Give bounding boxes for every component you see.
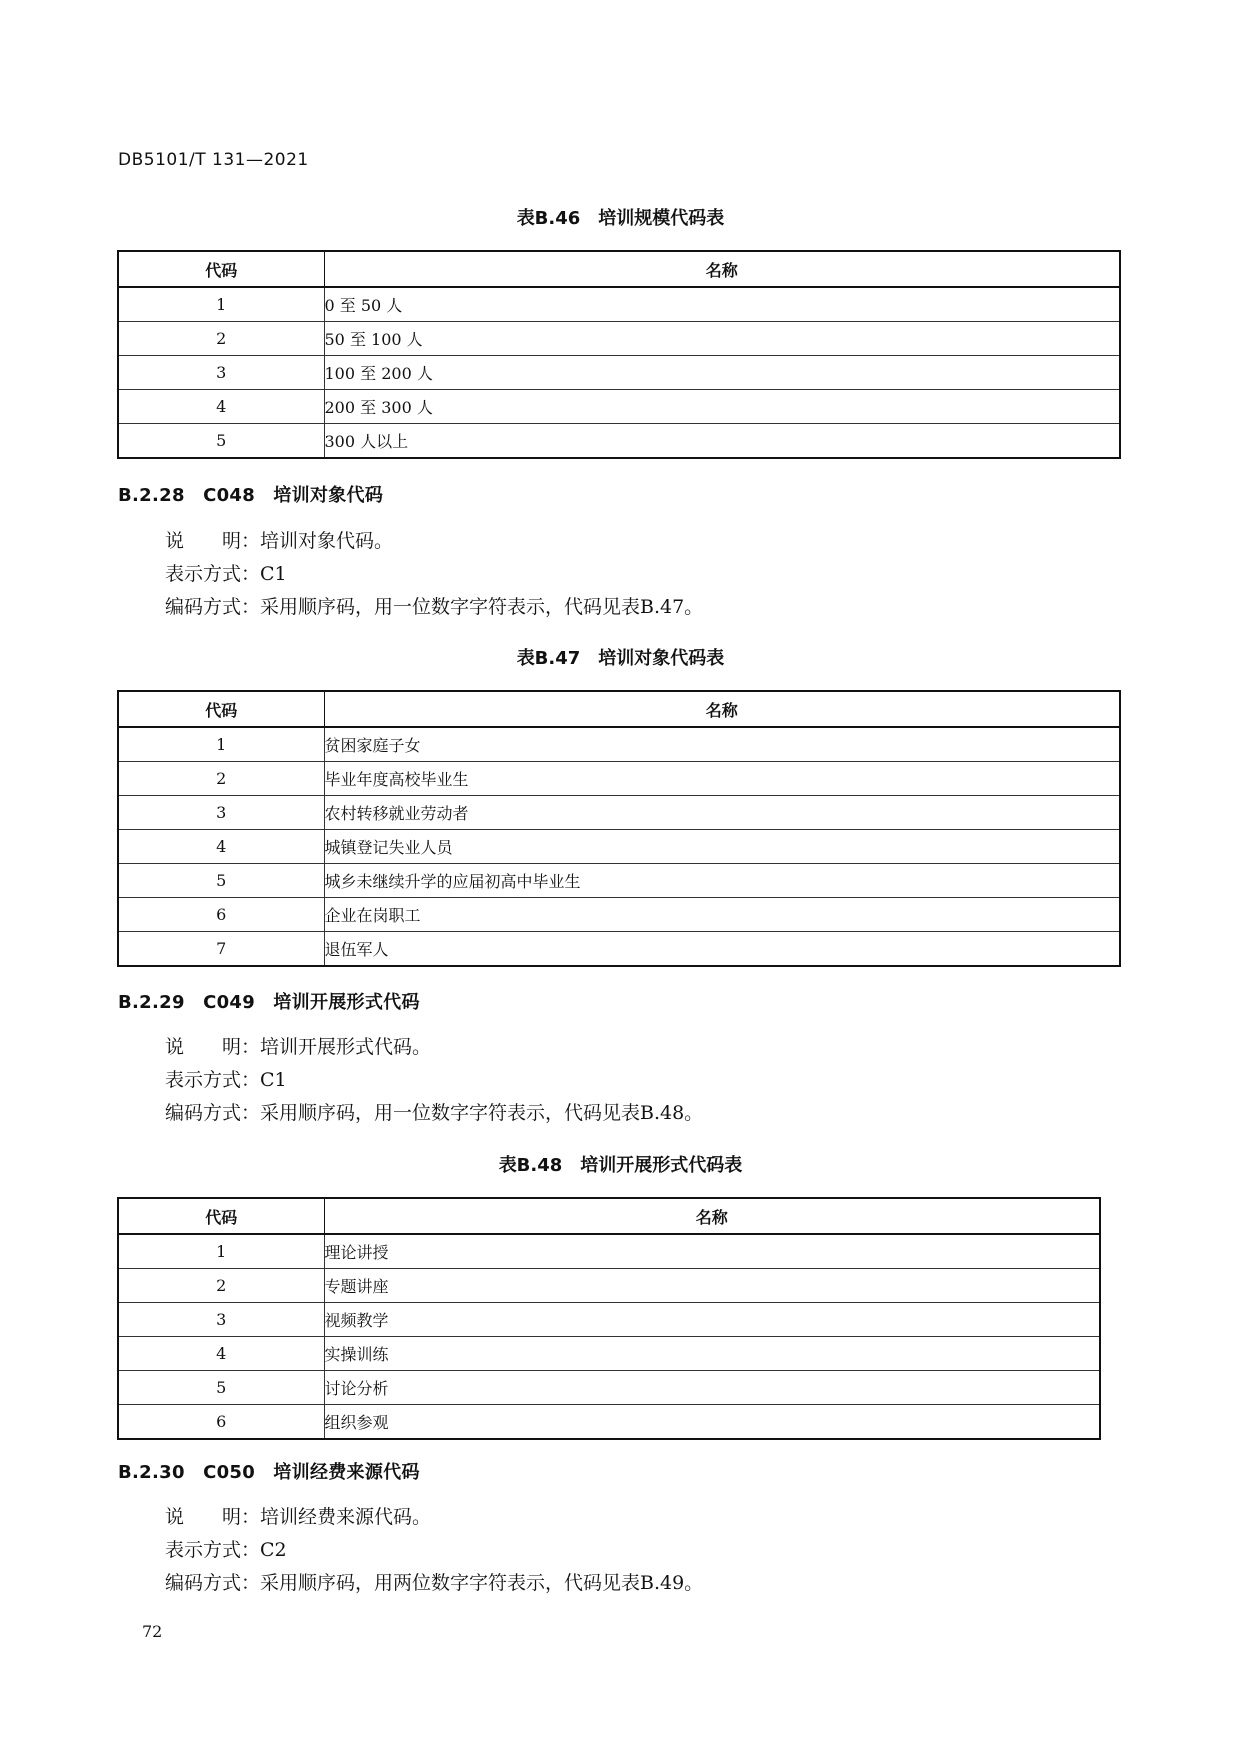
code-cell: 4 bbox=[118, 1337, 324, 1371]
name-cell: 0 至 50 人 bbox=[324, 296, 403, 315]
table-row bbox=[118, 762, 1120, 796]
name-cell: 理论讲授 bbox=[324, 1243, 389, 1262]
code-cell: 4 bbox=[118, 390, 324, 424]
code-cell: 2 bbox=[118, 762, 324, 796]
name-cell: 视频教学 bbox=[324, 1303, 1100, 1337]
name-cell: 专题讲座 bbox=[324, 1269, 1100, 1303]
table-row bbox=[118, 830, 1120, 864]
column-header-code: 代码 bbox=[118, 251, 324, 287]
table-row bbox=[118, 1269, 1100, 1303]
code-cell: 2 bbox=[118, 322, 324, 356]
code-cell: 5 bbox=[118, 864, 324, 898]
code-cell: 5 bbox=[118, 424, 324, 459]
table-row bbox=[118, 864, 1120, 898]
code-cell: 5 bbox=[118, 1371, 324, 1405]
column-header-name: 名称 bbox=[324, 691, 1120, 727]
table-header-row bbox=[118, 251, 1120, 287]
representation-line: 表示方式：C1 bbox=[165, 1069, 287, 1091]
table-row bbox=[118, 932, 1120, 967]
section-heading-b228: B.2.28 C048 培训对象代码 bbox=[118, 485, 384, 506]
code-cell: 7 bbox=[118, 932, 324, 967]
name-cell: 200 至 300 人 bbox=[324, 390, 1120, 424]
code-cell: 2 bbox=[118, 1269, 324, 1303]
table-caption-b46: 表B.46 培训规模代码表 bbox=[516, 208, 725, 229]
coding-line: 编码方式：采用顺序码，用两位数字字符表示，代码见表B.49。 bbox=[165, 1572, 704, 1594]
table-row bbox=[118, 424, 1120, 459]
code-cell: 3 bbox=[118, 356, 324, 390]
section-body-b228 bbox=[165, 525, 703, 624]
code-cell: 1 bbox=[118, 1234, 324, 1269]
description-line: 说 明：培训开展形式代码。 bbox=[165, 1036, 432, 1058]
code-cell: 6 bbox=[118, 898, 324, 932]
table-b47 bbox=[117, 690, 1121, 967]
table-caption-b48: 表B.48 培训开展形式代码表 bbox=[498, 1155, 743, 1176]
table-row bbox=[118, 796, 1120, 830]
column-header-code: 代码 bbox=[118, 1198, 324, 1234]
code-cell: 1 bbox=[118, 727, 324, 762]
section-heading-b229: B.2.29 C049 培训开展形式代码 bbox=[118, 992, 420, 1013]
code-cell: 1 bbox=[118, 287, 324, 322]
code-cell: 6 bbox=[118, 1405, 324, 1440]
table-row bbox=[118, 390, 1120, 424]
table-header-row bbox=[118, 1198, 1100, 1234]
table-b48 bbox=[117, 1197, 1101, 1440]
document-header: DB5101/T 131—2021 bbox=[118, 150, 309, 170]
code-cell: 3 bbox=[118, 796, 324, 830]
table-row bbox=[118, 1371, 1100, 1405]
coding-line: 编码方式：采用顺序码，用一位数字字符表示，代码见表B.48。 bbox=[165, 1102, 704, 1124]
table-row bbox=[118, 1303, 1100, 1337]
table-row bbox=[118, 1337, 1100, 1371]
table-row bbox=[118, 898, 1120, 932]
table-header-row bbox=[118, 691, 1120, 727]
name-cell: 讨论分析 bbox=[324, 1371, 1100, 1405]
column-header-name: 名称 bbox=[324, 251, 1120, 287]
column-header-code: 代码 bbox=[118, 691, 324, 727]
section-body-b230 bbox=[165, 1501, 703, 1600]
table-row bbox=[118, 1405, 1100, 1440]
table-row bbox=[118, 727, 1120, 762]
code-cell: 4 bbox=[118, 830, 324, 864]
page-number: 72 bbox=[142, 1622, 163, 1641]
section-body-b229 bbox=[165, 1031, 703, 1130]
table-row bbox=[118, 356, 1120, 390]
section-heading-b230: B.2.30 C050 培训经费来源代码 bbox=[118, 1462, 420, 1483]
coding-line: 编码方式：采用顺序码，用一位数字字符表示，代码见表B.47。 bbox=[165, 596, 704, 618]
table-row bbox=[118, 287, 1120, 322]
name-cell: 毕业年度高校毕业生 bbox=[324, 762, 1120, 796]
table-b46 bbox=[117, 250, 1121, 459]
code-cell: 3 bbox=[118, 1303, 324, 1337]
representation-line: 表示方式：C2 bbox=[165, 1539, 287, 1561]
name-cell: 组织参观 bbox=[324, 1405, 1100, 1440]
name-cell: 贫困家庭子女 bbox=[324, 736, 421, 755]
name-cell: 农村转移就业劳动者 bbox=[324, 796, 1120, 830]
name-cell: 50 至 100 人 bbox=[324, 322, 1120, 356]
name-cell: 实操训练 bbox=[324, 1337, 1100, 1371]
table-caption-b47: 表B.47 培训对象代码表 bbox=[516, 648, 725, 669]
name-cell: 城乡未继续升学的应届初高中毕业生 bbox=[324, 864, 1120, 898]
representation-line: 表示方式：C1 bbox=[165, 563, 287, 585]
name-cell: 城镇登记失业人员 bbox=[324, 830, 1120, 864]
column-header-name: 名称 bbox=[324, 1198, 1100, 1234]
name-cell: 企业在岗职工 bbox=[324, 898, 1120, 932]
table-row bbox=[118, 322, 1120, 356]
name-cell: 退伍军人 bbox=[324, 932, 1120, 967]
name-cell: 300 人以上 bbox=[324, 424, 1120, 459]
name-cell: 100 至 200 人 bbox=[324, 356, 1120, 390]
description-line: 说 明：培训对象代码。 bbox=[165, 530, 394, 552]
table-row bbox=[118, 1234, 1100, 1269]
description-line: 说 明：培训经费来源代码。 bbox=[165, 1506, 432, 1528]
